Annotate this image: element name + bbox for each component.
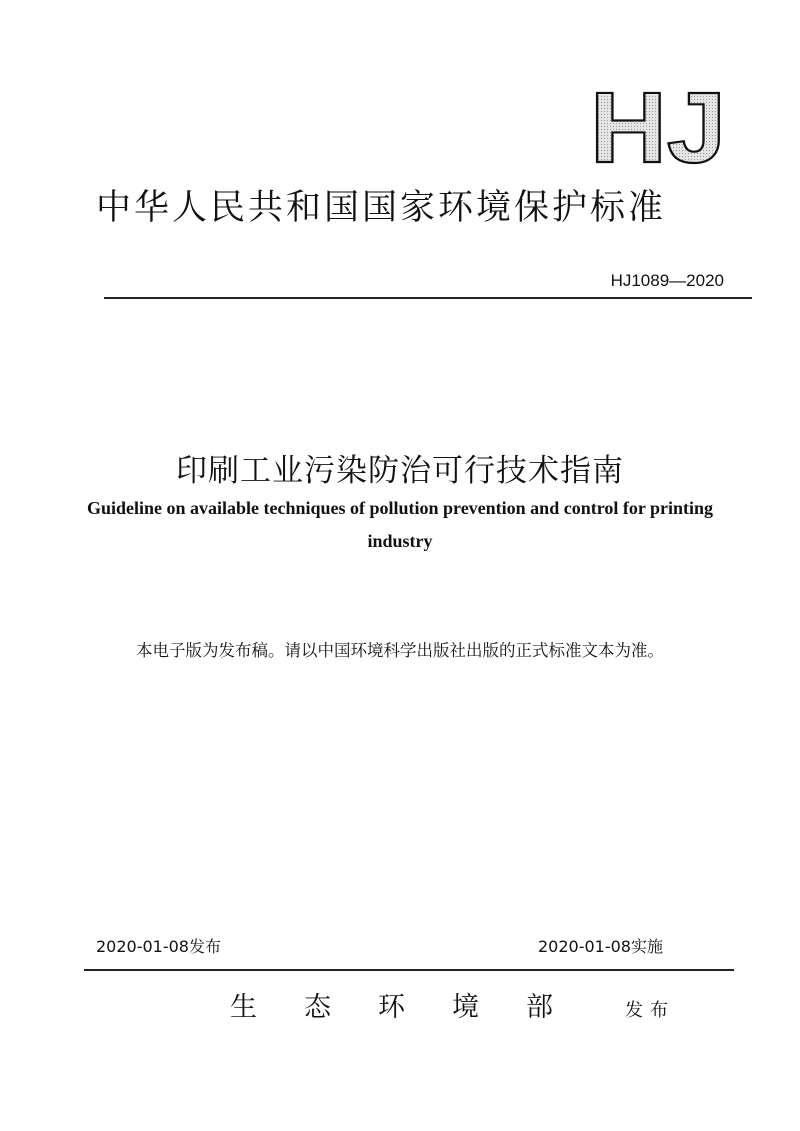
issuing-ministry: 生态环境部	[230, 992, 600, 1023]
top-divider	[104, 297, 752, 299]
edition-note: 本电子版为发布稿。请以中国环境科学出版社出版的正式标准文本为准。	[136, 641, 664, 660]
publish-date: 2020-01-08发布	[96, 937, 221, 956]
implementation-date: 2020-01-08实施	[538, 937, 663, 956]
release-label: 发布	[625, 1000, 675, 1021]
issuing-authority: 中华人民共和国国家环境保护标准	[96, 188, 667, 228]
bottom-divider	[84, 969, 734, 971]
hj-logo	[588, 86, 728, 166]
title-english: Guideline on available techniques of pollution prevention and control for printing industry	[86, 498, 714, 551]
title-chinese: 印刷工业污染防治可行技术指南	[176, 453, 624, 489]
logo-text: HJ	[590, 86, 726, 166]
standard-number: HJ1089—2020	[610, 271, 724, 290]
